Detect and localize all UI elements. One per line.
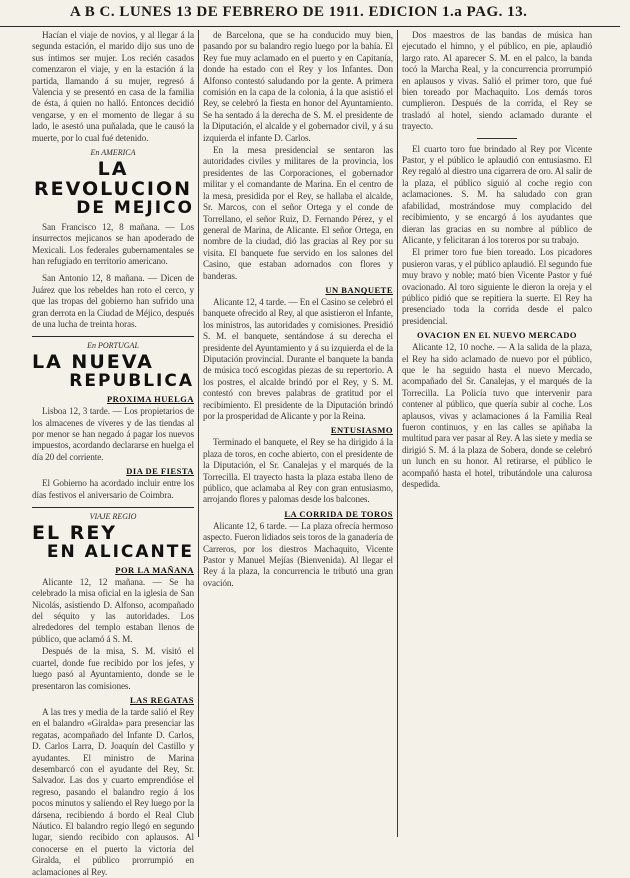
subhead-proxima-huelga: PROXIMA HUELGA bbox=[106, 394, 194, 405]
section-rule-portugal bbox=[32, 336, 194, 337]
column-1 bbox=[32, 30, 194, 877]
section-tag-viaje-regio: VIAJE REGIO bbox=[89, 512, 137, 522]
col3-intro-text: Dos maestros de las bandas de música han ejecutado el himno, y el público, en pie, aplaudió largo rato. Al aparecer S. M. en el palco, la banda tocó la Marcha Real, y la concurrencia prorrumpió en aplausos y vivas. Salió el primer toro, que fué bien toreado por Machaquito. Los demás toros cumplieron. Después de la corrida, el Rey se trasladó al hotel, siendo aclamado durante el trayecto. bbox=[402, 30, 592, 132]
headline-rey-line2: EN ALICANTE bbox=[46, 542, 194, 562]
col1-intro-text: Hacían el viaje de novios, y al llegar á la segunda estación, el marido dijo sus uno de sus íntimos ser mujer. Los recién casados comenzaron el viaje, y en la estación á la partida, llamando á su mujer, regresó á Valencia y se presentó en casa de la familia de ésta, á quien no halló. Entonces decidió vengarse, y en el momento de llegar á su lado, le asestó una puñalada, que le causó la muerte, por lo cual fué detenido. bbox=[32, 30, 194, 143]
mejico-paragraph-2: San Antonio 12, 8 mañana. — Dicen de Juárez que los rebeldes han roto el cerco, y que las tropas del gobierno han sufrido una gran derrota en la Ciudad de Méjico, después de una lucha de treinta horas. bbox=[32, 273, 194, 330]
subhead-ovacion-nuevo-mercado: OVACION EN EL NUEVO MERCADO bbox=[416, 330, 578, 341]
headline-rey-alicante bbox=[32, 524, 194, 562]
headline-revolucion bbox=[32, 160, 194, 218]
column-2 bbox=[203, 30, 393, 837]
subhead-las-regatas: LAS REGATAS bbox=[130, 694, 194, 705]
corrida-article: Alicante 12, 6 tarde. — La plaza ofrecía hermoso aspecto. Fueron lidiados seis toros de la ganadería de Carreros, por los diestros Machaquito, Vicente Pastor y Manuel Mejías (Bienvenida). Al llegar el Rey á la plaza, la concurrencia le tributó una gran ovación. bbox=[203, 520, 393, 588]
ovacion-article: Alicante 12, 10 noche. — A la salida de la plaza, el Rey ha sido aclamado de nuevo por el público, que le ha seguido hasta el nuevo Mercado, acompañado del Sr. Canalejas, y el marqués de la Torrecilla. La Policía tuvo que intervenir para contener al público, que quería subir al coche. Los aplausos, vivas y aclamaciones á la Familia Real fueron continuos, y en las calles se apiñaba la multitud para ver pasar al Rey. A las siete y media se dirigió S. M. á la plaza de Sobera, donde se celebró un lunch en su honor. Al retirarse, el público le acompañó hasta el hotel, tributándole una calurosa despedida. bbox=[402, 342, 592, 490]
mejico-paragraph-1: San Francisco 12, 8 mañana. — Los insurrectos mejicanos se han apoderado de Mexicali. Los federales gubernamentales se han refugiado en territorio americano. bbox=[32, 221, 194, 266]
headline-nueva-republica bbox=[32, 353, 194, 391]
section-tag-america: En AMERICA bbox=[90, 148, 136, 158]
col2-intro-text: de Barcelona, que se ha conducido muy bien, pasando por su balandro regio luego por la bahía. El Rey fue muy aclamado en el puerto y en Capitanía, donde ha estado con el Rey y los Infantes. Don Alfonso contestó saludando por la gente. A primera comisión en la capa de la colonia, á la que asistió el Rey, se celebró la fiesta en honor del Ayuntamiento. Se ha sentado á la derecha de S. M. el presidente de la Diputación, el alcalde y el gobernador civil, y á su izquierda el infante D. Carlos. bbox=[203, 30, 393, 143]
headline-nueva-line1: LA NUEVA bbox=[32, 351, 154, 374]
headline-rey-line1: EL REY bbox=[32, 522, 118, 545]
column-3 bbox=[402, 30, 592, 837]
subhead-corrida-de-toros: LA CORRIDA DE TOROS bbox=[284, 508, 393, 519]
rey-article bbox=[32, 577, 194, 692]
column-divider-1 bbox=[198, 30, 199, 837]
col2-banquet-intro: En la mesa presidencial se sentaron las autoridades civiles y militares de la provincia, los presidentes de las Corporaciones, el gobernador militar y el comandante de Marina. En el centro de la mesa, presidida por el Rey, se hallaba el alcalde, Sr. Marcos, con el señor Ortega y el conde de Torrellano, el señor Ruiz, D. Fernando Pérez, y el general de Marina, de Alicante. El señor Ortega, en nombre de la ciudad, dió las gracias al Rey por su visita. El banquete fue servido en los salones del Casino, que estaban adornados con flores y banderas. bbox=[203, 145, 393, 281]
column-divider-2 bbox=[397, 30, 398, 837]
subhead-por-la-manana: POR LA MAÑANA bbox=[115, 564, 194, 575]
headline-revolucion-line2: DE MEJICO bbox=[76, 197, 194, 218]
fiesta-article: El Gobierno ha acordado incluir entre los días festivos el aniversario de Coimbra. bbox=[32, 478, 194, 500]
portugal-article: Lisboa 12, 3 tarde. — Los propietarios de los almacenes de víveres y de las tiendas al por menor se han negado á pagar los nuevos impuestos, acordando declararse en huelga el día 20 del corriente. bbox=[32, 406, 194, 462]
section-tag-portugal: En PORTUGAL bbox=[87, 341, 139, 351]
regatas-article: A las tres y media de la tarde salió el Rey en el balandro «Giralda» para presenciar las regatas, acompañado del Infante D. Carlos, D. Carlos Larra, D. Joaquín del Castillo y ayudantes. El ministro de Marina desembarcó con el ayudante del Rey, Sr. Salvador. Las dos y cuarto emprendióse el regreso, pasando el balandro regio á los pocos minutos y saliendo el Rey luego por la dársena, recibiendo á bordo el Real Club Náutico. El balandro regio llegó en segundo lugar, siendo recibido con aplausos. Al conocerse en el puerto la victoria del Giralda, el público prorrumpió en aclamaciones al Rey. bbox=[32, 706, 194, 877]
col3-corrida-3: El primer toro fue bien toreado. Los picadores pusieron varas, y el público aplaudió. El segundo fue muy bravo y noble; mató bien Vicente Pastor y fué ovacionado. Al toro siguiente le dieron la oreja y el público pidió que se repitiera la suerte. El Rey ha presenciado toda la corrida desde el palco presidencial. bbox=[402, 247, 592, 326]
mejico-article bbox=[32, 222, 194, 331]
subhead-entusiasmo: ENTUSIASMO bbox=[330, 425, 393, 436]
headline-nueva-line2: REPUBLICA bbox=[69, 371, 194, 392]
rey-paragraph-2: Después de la misa, S. M. visitó el cuartel, donde fue recibido por los jefes, y luego pasó al Ayuntamiento, donde se le presentaron las comisiones. bbox=[32, 646, 194, 691]
headline-revolucion-line1: LA REVOLUCION bbox=[33, 158, 193, 200]
subhead-dia-fiesta: DIA DE FIESTA bbox=[126, 466, 194, 477]
section-rule-viaje bbox=[32, 507, 194, 508]
banquete-article: Alicante 12, 4 tarde. — En el Casino se celebró el banquete ofrecido al Rey, al que asistieron el Infante, los ministros, las autoridades y comisiones. Presidió S. M. el banquete, sentándose á su derecha el presidente del Ayuntamiento y á su izquierda el de la Diputación provincial. Durante el banquete la banda de música tocó escogidas piezas de su repertorio. A los postres, el alcalde brindó por el Rey, y S. M. contestó con breves palabras de gratitud por el recibimiento. El presidente de la Diputación brindó por la prosperidad de Alicante y por la Reina. bbox=[203, 296, 393, 421]
masthead-rule bbox=[0, 26, 620, 27]
entusiasmo-article: Terminado el banquete, el Rey se ha dirigido á la plaza de toros, en coche abierto, con el presidente de la Diputación, el Sr. Canalejas y el marqués de la Torrecilla. El trayecto hasta la plaza estaba lleno de público, que aclamaba al Rey con gran entusiasmo, arrojando flores y palomas desde los balcones. bbox=[203, 437, 393, 505]
col3-corrida-2: El cuarto toro fue brindado al Rey por Vicente Pastor, y el público le aplaudió con entusiasmo. El Rey regaló al diestro una cigarrera de oro. Al salir de la plaza, el público siguió al coche regio con aclamaciones. S. M. ha saludado con gran afabilidad, mostrándose muy complacido del recibimiento, y se encargó á los ayudantes que dieran las gracias en su nombre al público de Alicante, y felicitaran á los toreros por su trabajo. bbox=[402, 143, 592, 245]
rey-paragraph-1: Alicante 12, 12 mañana. — Se ha celebrado la misa oficial en la iglesia de San Nicolás, asistiendo D. Alfonso, acompañado del séquito y las autoridades. Los alrededores del templo estaban llenos de público, que aclamó á S. M. bbox=[32, 576, 194, 644]
page-masthead: A B C. LUNES 13 DE FEBRERO DE 1911. EDICION 1.a PAG. 13. bbox=[70, 4, 528, 20]
separator-rule bbox=[477, 138, 517, 139]
subhead-un-banquete: UN BANQUETE bbox=[325, 284, 393, 295]
